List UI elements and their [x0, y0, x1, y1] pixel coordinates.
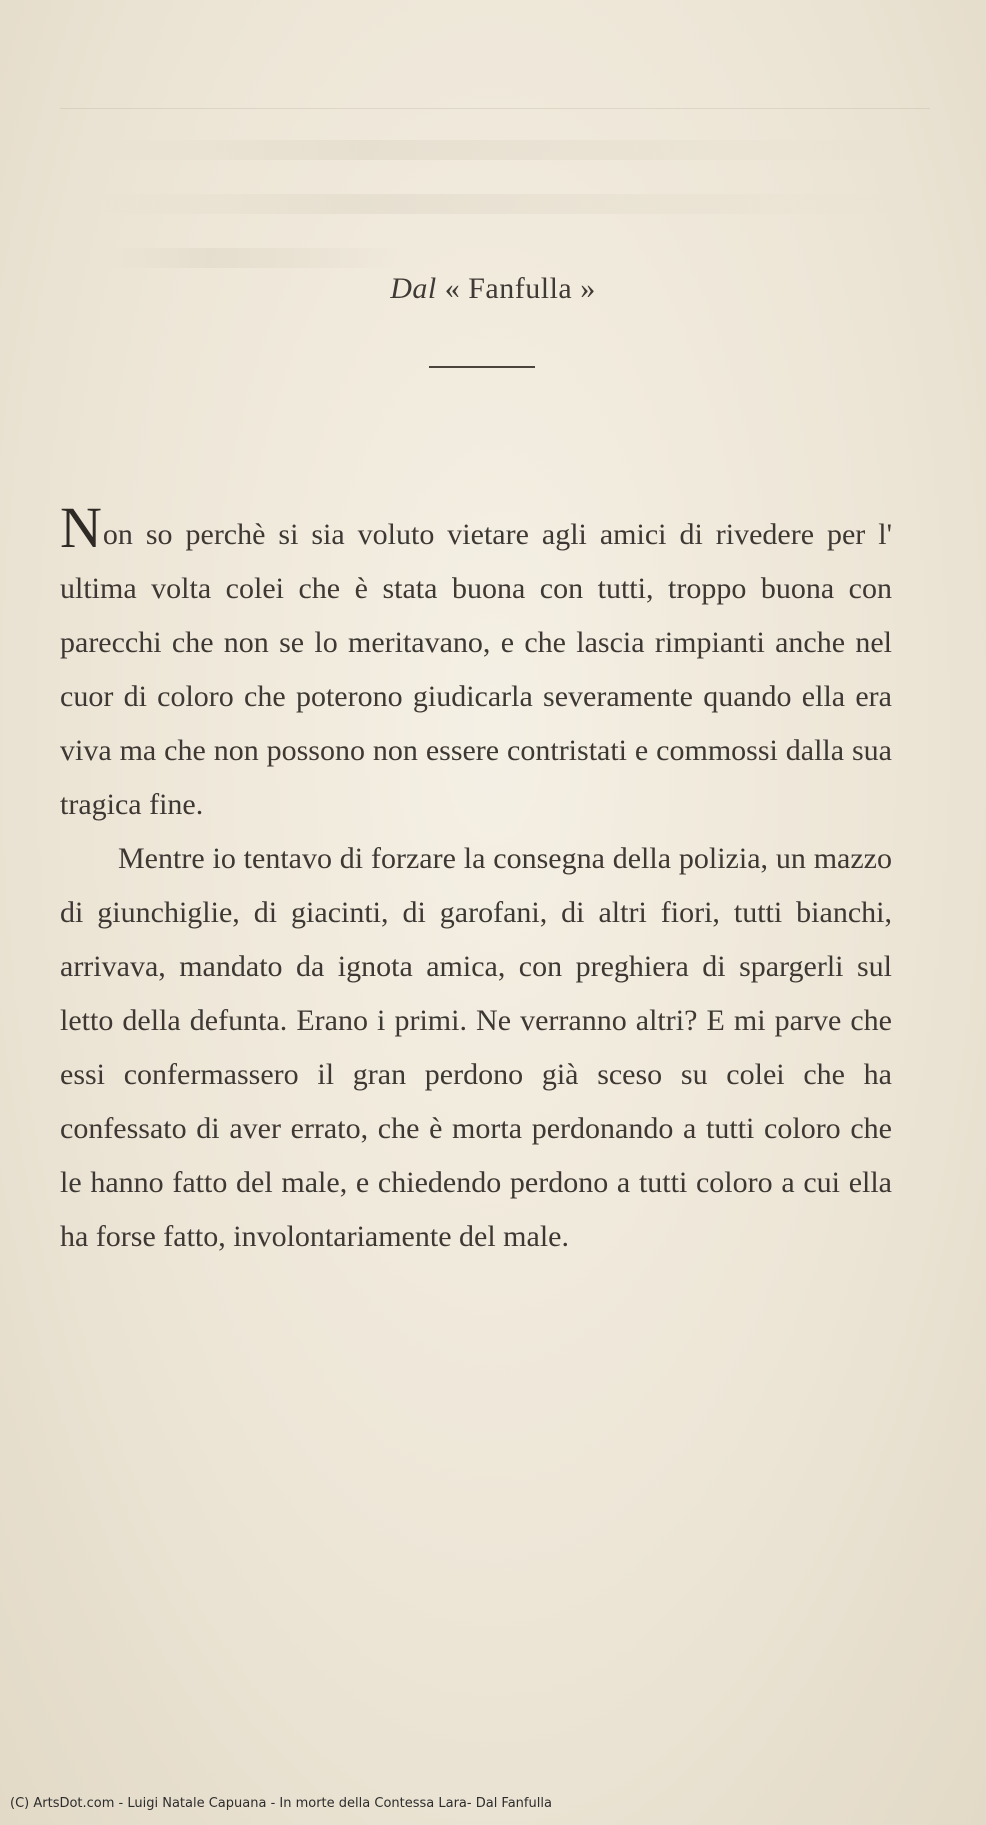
paragraph-2-text: Mentre io tentavo di forzare la consegna della polizia, un mazzo di giunchiglie, di giacinti, di garofani, di altri fiori, tutti bianchi, arrivava, mandato da ignota amica, con preghiera di spargerli sul letto della defunta. Erano i primi. Ne verranno altri? E mi parve che essi confermassero il gran perdono già sceso su colei che ha confessato di aver errato, che è morta perdonando a tutti coloro che le hanno fatto del male, e chiedendo perdono a tutti coloro a cui ella ha forse fatto, involontariamente del male. [60, 842, 892, 1253]
page-title [0, 272, 986, 306]
bleed-through-text [100, 140, 890, 160]
drop-cap: N [60, 495, 102, 560]
title-divider [429, 366, 535, 368]
bleed-through-rule [60, 108, 930, 109]
paragraph-1-text: on so perchè si sia voluto vietare agli amici di rivedere per l' ultima volta colei che è stata buona con tutti, troppo buona con parecchi che non se lo meritavano, e che lascia rimpianti anche nel cuor di coloro che poterono giudicarla severamente quando ella era viva ma che non possono non essere contristati e commossi dalla sua tragica fine. [60, 518, 892, 821]
copyright-footer: (C) ArtsDot.com - Luigi Natale Capuana - In morte della Contessa Lara- Dal Fanfulla [10, 1796, 552, 1811]
bleed-through-text [110, 248, 410, 268]
title-name: « Fanfulla » [444, 272, 596, 305]
paragraph-1 [60, 495, 892, 832]
article-body [60, 495, 892, 1264]
paragraph-2 [60, 832, 892, 1264]
bleed-through-text [100, 194, 890, 214]
title-italic: Dal [390, 272, 437, 305]
